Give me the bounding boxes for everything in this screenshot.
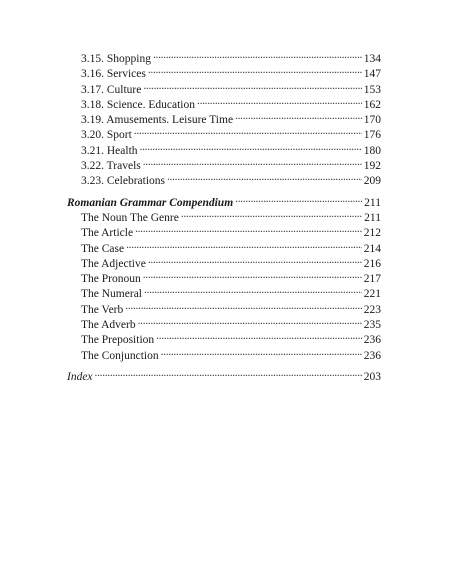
toc-entry-page: 235: [363, 319, 381, 332]
dot-leader: [95, 367, 362, 380]
dot-leader: [161, 346, 362, 359]
toc-entry-page: 180: [363, 144, 381, 157]
toc-entry-page: 217: [363, 273, 381, 286]
toc-entry-page: 236: [363, 334, 381, 347]
toc-entry-page: 211: [364, 211, 381, 224]
toc-entry-page: 176: [363, 129, 381, 142]
dot-leader: [167, 171, 362, 184]
dot-leader: [143, 156, 362, 169]
toc-entry: [67, 125, 381, 140]
dot-leader: [197, 95, 362, 108]
toc-entry-page: 236: [363, 349, 381, 362]
toc-entry-label: 3.17. Culture: [81, 83, 142, 96]
toc-entry: [67, 95, 381, 110]
toc-index-entry: [67, 367, 381, 382]
toc-entry-page: 223: [363, 303, 381, 316]
toc-entry-page: 192: [363, 160, 381, 173]
toc-entry-label: 3.18. Science. Education: [81, 98, 196, 111]
toc-heading-label: Romanian Grammar Compendium: [67, 196, 234, 209]
toc-entry: [67, 300, 381, 315]
toc-entry: [67, 156, 381, 171]
toc-entry-label: The Noun The Genre: [81, 211, 179, 224]
toc-entry-label: The Verb: [81, 303, 124, 316]
toc-entry-label: 3.20. Sport: [81, 129, 132, 142]
toc-entry-label: The Conjunction: [81, 349, 159, 362]
toc-section-heading: [67, 193, 381, 208]
toc-entry-page: 170: [363, 114, 381, 127]
toc-entry-page: 134: [363, 53, 381, 65]
toc-entry-label: 3.23. Celebrations: [81, 175, 165, 188]
toc-entry: [67, 223, 381, 238]
toc-entry-page: 147: [363, 68, 381, 81]
toc-entry-label: The Preposition: [81, 334, 155, 347]
toc-entry-label: The Adjective: [81, 257, 146, 270]
dot-leader: [125, 300, 361, 313]
toc-entry-page: 153: [363, 83, 381, 96]
toc-entry: [67, 49, 381, 64]
toc-entry-label: The Numeral: [81, 288, 142, 301]
toc-entry-page: 212: [363, 227, 381, 240]
toc-entry: [67, 239, 381, 254]
toc-entry: [67, 269, 381, 284]
toc-entry: [67, 171, 381, 186]
toc-entry: [67, 208, 381, 223]
dot-leader: [235, 110, 362, 123]
dot-leader: [148, 64, 362, 77]
toc-index-page: 203: [363, 370, 381, 383]
toc-entry-label: The Adverb: [81, 319, 136, 332]
dot-leader: [181, 208, 362, 221]
toc-entry: [67, 284, 381, 299]
toc-entry-page: 209: [363, 175, 381, 188]
toc-entry-label: 3.19. Amusements. Leisure Time: [81, 114, 234, 127]
dot-leader: [135, 223, 362, 236]
toc-entry: [67, 64, 381, 79]
dot-leader: [235, 193, 362, 206]
toc-entry-label: The Case: [81, 242, 125, 255]
toc-entry-page: 216: [363, 257, 381, 270]
dot-leader: [138, 315, 362, 328]
toc-entry-page: 162: [363, 98, 381, 111]
toc-entry-label: The Pronoun: [81, 273, 141, 286]
toc-entry: [67, 330, 381, 345]
toc-entry-page: 221: [363, 288, 381, 301]
toc-entry: [67, 141, 381, 156]
dot-leader: [156, 330, 362, 343]
toc-entry-label: 3.21. Health: [81, 144, 138, 157]
dot-leader: [144, 284, 362, 297]
table-of-contents: [67, 49, 381, 382]
toc-entry-label: 3.15. Shopping: [81, 53, 151, 65]
dot-leader: [153, 49, 362, 62]
toc-entry: [67, 80, 381, 95]
dot-leader: [134, 125, 362, 138]
toc-entry: [67, 346, 381, 361]
dot-leader: [126, 239, 362, 252]
dot-leader: [148, 254, 362, 267]
toc-entry-label: The Article: [81, 227, 134, 240]
toc-entry: [67, 315, 381, 330]
toc-entry-label: 3.16. Services: [81, 68, 146, 81]
dot-leader: [143, 80, 361, 93]
toc-entry: [67, 254, 381, 269]
toc-index-label: Index: [67, 370, 93, 383]
toc-entry-label: 3.22. Travels: [81, 160, 141, 173]
toc-entry-page: 214: [363, 242, 381, 255]
dot-leader: [143, 269, 362, 282]
toc-entry: [67, 110, 381, 125]
dot-leader: [140, 141, 362, 154]
toc-heading-page: 211: [364, 196, 381, 209]
